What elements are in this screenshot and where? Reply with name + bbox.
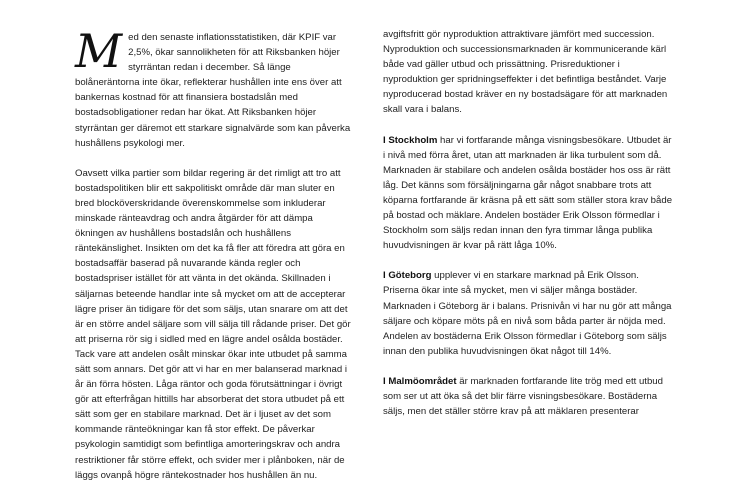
malmo-paragraph: [383, 374, 673, 419]
right-column: [383, 27, 673, 434]
continued-paragraph: avgiftsfritt gör nyproduktion attraktivare jämfört med succession. Nyproduktion och successionsmarknaden är kommunicerande kärl både vad gäller utbud och prissättning. Prisreduktioner i nyproduktion ger spridningseffekter i det befintliga beståndet. Varje nyproducerad bostad kräver en ny bostadsägare för att marknaden skall vara i balans.: [383, 29, 668, 116]
stockholm-lead: I Stockholm: [383, 134, 438, 146]
stockholm-paragraph: [383, 133, 673, 254]
left-column: [75, 24, 351, 498]
stockholm-text: har vi fortfarande många visningsbesökare. Utbudet är i nivå med förra året, utan att marknaden är lika turbulent som då. Marknaden är stabilare och andelen osålda bostäder hos oss är rätt låg. Det känns som försäljningarna går något snabbare trots att köparna fortfarande är kräsna på ett sätt som ställer stora krav både på bostad och mäklare. Andelen bostäder Erik Olsson förmedlar i Stockholm som säljs redan innan den fyra timmar långa publika huvudvisningen är kvar på rätt låga 10%.: [383, 134, 673, 252]
intro-paragraph: [75, 24, 351, 151]
drop-cap: M: [75, 24, 123, 78]
malmo-text: är marknaden fortfarande lite trög med ett utbud som ser ut att öka så det blir färre visningsbesökare. Bostäderna säljs, men det ställer större krav på att mäklaren presenterar: [383, 375, 663, 418]
goteborg-paragraph: [383, 268, 673, 359]
malmo-lead: I Malmöområdet: [383, 375, 457, 387]
goteborg-lead: I Göteborg: [383, 270, 432, 282]
intro-text: ed den senaste inflationsstatistiken, där KPIF var 2,5%, ökar sannolikheten för att Riksbanken höjer styrräntan redan i december. Så länge bolåneräntorna inte ökar, reflekterar hushållen inte ens över att bankernas kostnad för att finansiera bostadslån med bostadsobligationer redan har ökat. Att Riksbanken höjer styrräntan ger däremot ett starkare signalvärde som kan påverka hushållens psykologi mer.: [75, 32, 351, 149]
body-paragraph: Oavsett vilka partier som bildar regering är det rimligt att tro att bostadspolitiken blir ett sakpolitiskt område där man sluter en bred blocköverskridande överenskommelse som inkluderar minskade ränteavdrag och andra åtgärder för att dämpa ökningen av hushållens bostadslån och hushållens räntekänslighet. Insikten om det ka få fler att föredra att göra en bostadsaffär baserad på nuvarande kända regler och bostadspriser istället för att vänta in det okända. Skillnaden i säljarnas beteende handlar inte så mycket om att de accepterar lägre priser än tidigare för det som säljs, utan snarare om att det är en större andel säljare som vill sälja till rådande priser. Det gör att priserna rör sig i sidled med en lägre andel osålda bostäder. Tack vare att andelen osålt minskar ökar inte utbudet på samma sätt som annars. Det gör att vi har en mer balanserad marknad i år än förra hösten. Låga räntor och goda förutsättningar i övrigt gör att efterfrågan hittills har absorberat det stora utbudet på ett sätt som ger en stabilare marknad. Det är i ljuset av det som kommande ränteökningar kan få stor effekt. De påverkar psykologin samtidigt som befintliga amorteringskrav och andra restriktioner får större effekt, och svider mer i plånboken, när de läggs ovanpå högre räntekostnader hos hushållen än nu.: [75, 167, 351, 481]
goteborg-text: upplever vi en starkare marknad på Erik Olsson. Priserna ökar inte så mycket, men vi säljer många bostäder. Marknaden i Göteborg är i balans. Prisnivån vi har nu gör att många säljare och köpare möts på en nivå som båda parter är nöjda med. Andelen av bostäderna Erik Olsson förmedlar i Göteborg som säljs innan den publika huvudvisningen ökat något till 14%.: [383, 270, 672, 357]
